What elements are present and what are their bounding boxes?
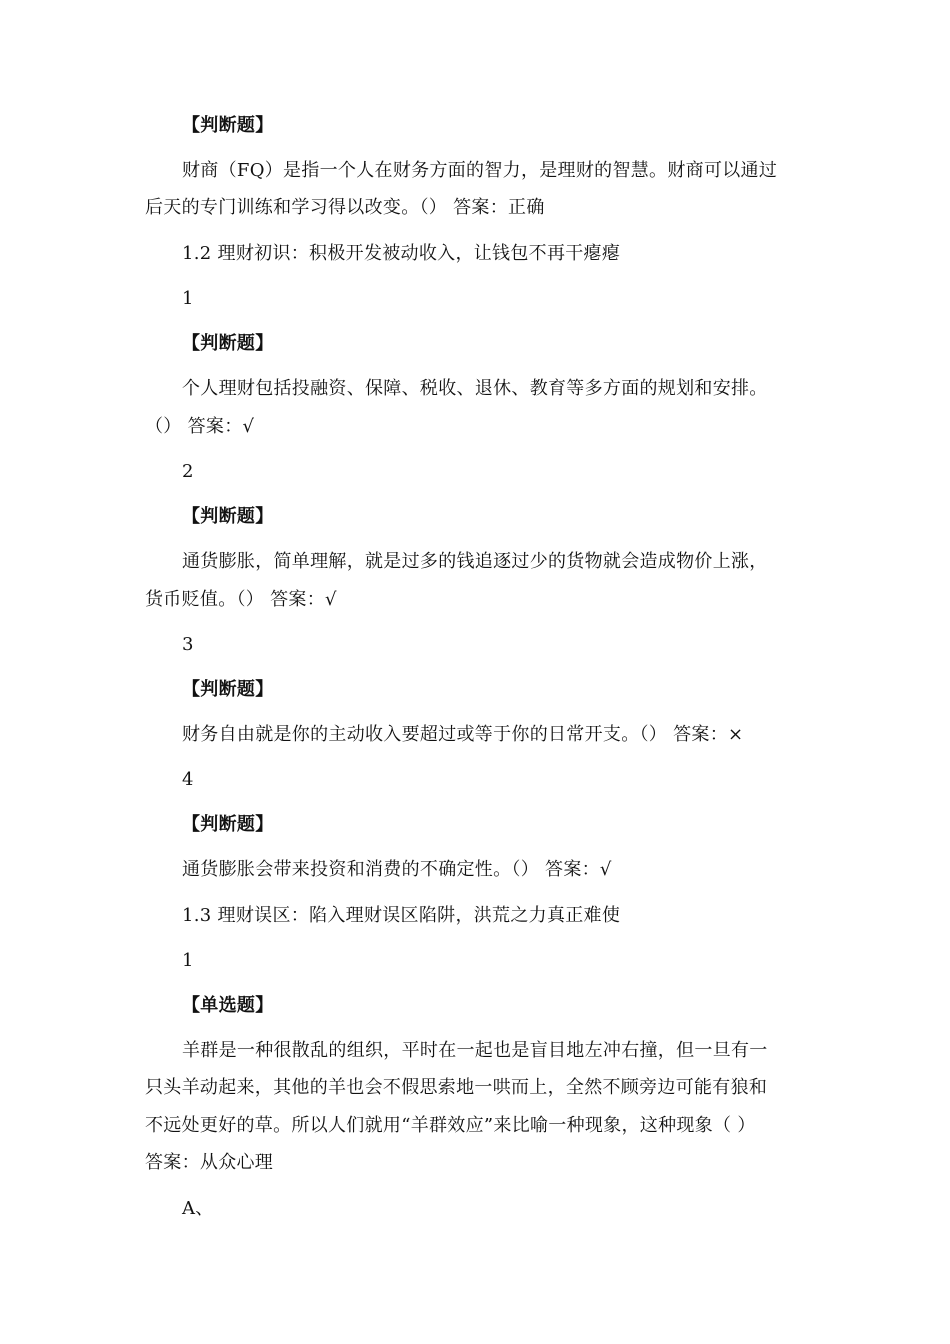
question-text-line: （） 答案：√ xyxy=(145,416,255,437)
question-number: 2 xyxy=(182,461,194,482)
question-text-line: 后天的专门训练和学习得以改变。（） 答案：正确 xyxy=(145,197,545,218)
question-number: 4 xyxy=(182,769,194,790)
question-type-heading: 【判断题】 xyxy=(182,506,274,527)
question-text-line: 货币贬值。（） 答案：√ xyxy=(145,589,337,610)
question-type-heading: 【判断题】 xyxy=(182,333,274,354)
question-type-heading: 【单选题】 xyxy=(182,995,274,1016)
question-text-line: 通货膨胀，简单理解，就是过多的钱追逐过少的货物就会造成物价上涨， xyxy=(182,551,768,572)
question-type-heading: 【判断题】 xyxy=(182,814,274,835)
question-type-heading: 【判断题】 xyxy=(182,679,274,700)
question-text-line: 羊群是一种很散乱的组织，平时在一起也是盲目地左冲右撞，但一旦有一 xyxy=(182,1040,768,1061)
question-number: 1 xyxy=(182,288,194,309)
question-type-heading: 【判断题】 xyxy=(182,115,274,136)
question-text-line: 只头羊动起来，其他的羊也会不假思索地一哄而上，全然不顾旁边可能有狼和 xyxy=(145,1077,768,1098)
question-text-line: 个人理财包括投融资、保障、税收、退休、教育等多方面的规划和安排。 xyxy=(182,378,768,399)
answer-line: 答案：从众心理 xyxy=(145,1152,274,1173)
question-text-line: 财务自由就是你的主动收入要超过或等于你的日常开支。（） 答案：× xyxy=(182,724,744,745)
section-title: 1.3 理财误区：陷入理财误区陷阱，洪荒之力真正难使 xyxy=(182,905,621,926)
section-title: 1.2 理财初识：积极开发被动收入，让钱包不再干瘪瘪 xyxy=(182,243,621,264)
question-text-line: 财商（FQ）是指一个人在财务方面的智力，是理财的智慧。财商可以通过 xyxy=(182,160,778,181)
question-text-line: 不远处更好的草。所以人们就用“羊群效应”来比喻一种现象，这种现象（ ） xyxy=(145,1115,756,1136)
question-number: 3 xyxy=(182,634,194,655)
option-label: A、 xyxy=(182,1198,214,1219)
question-text-line: 通货膨胀会带来投资和消费的不确定性。（） 答案：√ xyxy=(182,859,612,880)
question-number: 1 xyxy=(182,950,194,971)
